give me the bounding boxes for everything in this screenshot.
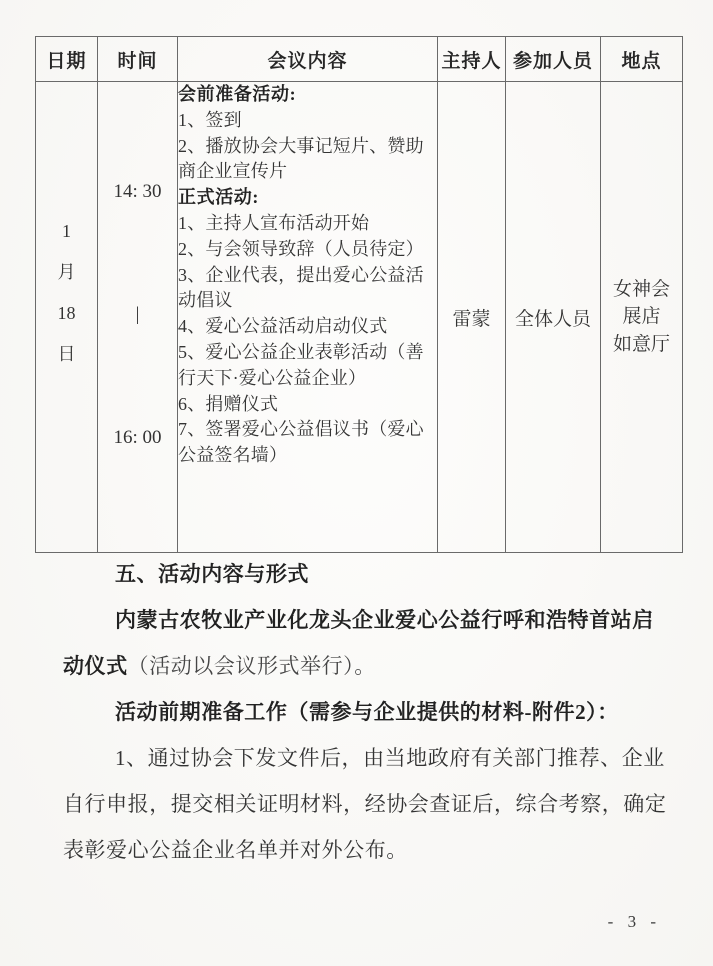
location-cell [601, 82, 683, 553]
date-line: 日 [57, 344, 76, 364]
time-end: 16: 00 [113, 426, 162, 448]
date-cell [36, 82, 98, 553]
subsection-heading: 活动前期准备工作（需参与企业提供的材料-附件2）： [115, 700, 619, 724]
time-separator: | [135, 303, 140, 325]
agenda-section-title: 会前准备活动: [178, 84, 297, 104]
agenda-section-title: 正式活动: [178, 187, 259, 208]
paragraph-line [63, 643, 663, 689]
col-header-time: 时间 [98, 37, 178, 82]
col-header-location: 地点 [601, 37, 683, 82]
location-line: 如意厅 [612, 333, 670, 355]
col-header-date: 日期 [36, 37, 98, 82]
section-heading: 五、活动内容与形式 [115, 562, 309, 586]
agenda-line: 2、与会领导致辞（人员待定） [178, 238, 424, 259]
page-number: - 3 - [607, 912, 661, 931]
date-line: 1 [62, 221, 71, 241]
location-line: 展店 [622, 306, 661, 328]
table-header-row [36, 37, 683, 82]
agenda-line: 5、爱心公益企业表彰活动（善 [178, 341, 424, 362]
body-text [63, 551, 667, 873]
time-cell [98, 82, 178, 553]
col-header-participants: 参加人员 [506, 37, 601, 82]
agenda-line: 4、爱心公益活动启动仪式 [178, 316, 388, 337]
agenda-line: 商企业宣传片 [178, 161, 288, 182]
date-line: 18 [57, 303, 76, 323]
agenda-line: 7、签署爱心公益倡议书（爱心 [178, 419, 424, 440]
col-header-content: 会议内容 [178, 37, 438, 82]
participants-cell: 全体人员 [506, 82, 601, 553]
paragraph-line: 自行申报，提交相关证明材料，经协会查证后，综合考察，确定 [63, 792, 667, 816]
paragraph-bold-fragment: 动仪式 [63, 654, 128, 678]
date-line: 月 [57, 262, 76, 282]
agenda-line: 2、播放协会大事记短片、赞助 [178, 135, 424, 156]
table-row [36, 82, 683, 553]
schedule-table [35, 36, 683, 553]
agenda-line: 3、企业代表，提出爱心公益活 [178, 264, 424, 285]
paragraph-line: 1、通过协会下发文件后，由当地政府有关部门推荐、企业 [115, 746, 665, 770]
host-cell: 雷蒙 [438, 82, 506, 553]
agenda-line: 行天下·爱心公益企业） [178, 367, 367, 388]
location-line: 女神会 [612, 278, 670, 300]
col-header-host: 主持人 [438, 37, 506, 82]
agenda-line: 公益签名墙） [178, 445, 288, 466]
agenda-line: 动倡议 [178, 290, 233, 311]
agenda-line: 6、捐赠仪式 [178, 393, 279, 414]
agenda-line: 1、主持人宣布活动开始 [178, 212, 370, 233]
content-cell [178, 82, 438, 553]
paragraph-line: 内蒙古农牧业产业化龙头企业爱心公益行呼和浩特首站启 [115, 608, 654, 632]
agenda-line: 1、签到 [178, 109, 242, 130]
time-start: 14: 30 [113, 180, 162, 202]
paragraph-line: 表彰爱心公益企业名单并对外公布。 [63, 838, 408, 862]
paragraph-light-fragment: （活动以会议形式举行）。 [127, 654, 376, 678]
